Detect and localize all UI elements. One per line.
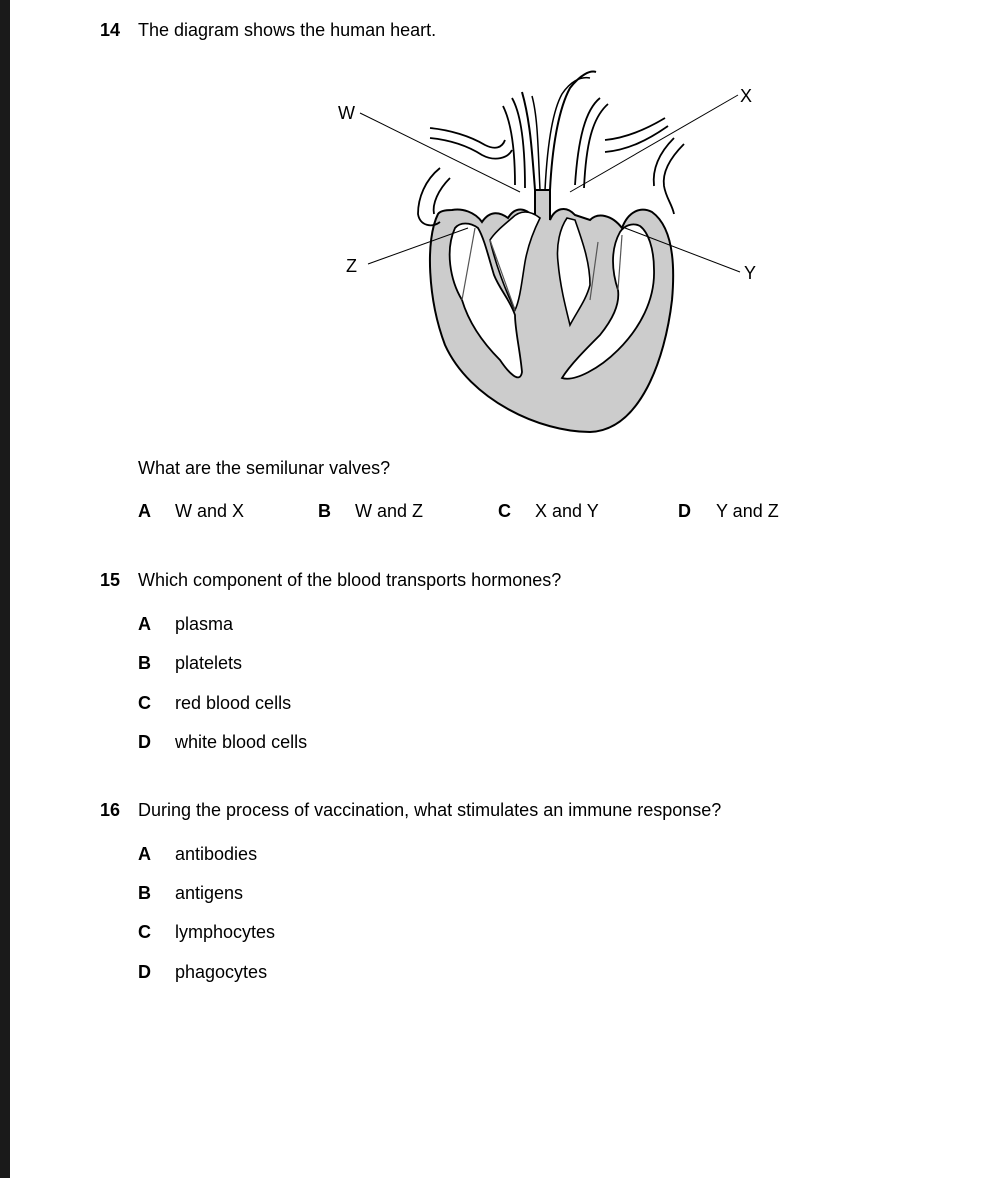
q14-option-c-letter[interactable]: C <box>498 501 511 521</box>
q14-option-b-text[interactable]: W and Z <box>355 501 424 521</box>
q16-question: During the process of vaccination, what stimulates an immune response? <box>138 800 722 820</box>
q14-option-d-letter[interactable]: D <box>678 501 691 521</box>
q16-option-d-letter[interactable]: D <box>138 962 151 982</box>
q14-stem: The diagram shows the human heart. <box>138 20 437 40</box>
q16-option-d-text[interactable]: phagocytes <box>175 962 268 982</box>
left-border <box>0 0 10 1178</box>
q16-option-b-text[interactable]: antigens <box>175 883 244 903</box>
q16-option-c-letter[interactable]: C <box>138 922 151 942</box>
q14-option-d-text[interactable]: Y and Z <box>716 501 779 521</box>
label-z: Z <box>346 256 357 276</box>
vessel-right-branch <box>605 118 668 152</box>
q15-option-a-letter[interactable]: A <box>138 614 151 634</box>
q15-option-c-letter[interactable]: C <box>138 693 151 713</box>
q16-option-c-text[interactable]: lymphocytes <box>175 922 276 942</box>
q16-number: 16 <box>100 800 121 820</box>
vessel-far-right <box>654 138 684 214</box>
q14-question: What are the semilunar valves? <box>138 458 391 478</box>
q15-option-d-text[interactable]: white blood cells <box>175 732 308 752</box>
label-y: Y <box>744 263 757 283</box>
q14-number: 14 <box>100 20 121 40</box>
q15-option-c-text[interactable]: red blood cells <box>175 693 292 713</box>
label-x: X <box>740 86 753 106</box>
q15-number: 15 <box>100 570 121 590</box>
q16-option-a-text[interactable]: antibodies <box>175 844 258 864</box>
q15-question: Which component of the blood transports hormones? <box>138 570 562 590</box>
q14-option-b-letter[interactable]: B <box>318 501 331 521</box>
q16-option-a-letter[interactable]: A <box>138 844 151 864</box>
vessel-left-top <box>503 98 525 188</box>
vessel-right-top <box>575 98 608 188</box>
q15-option-b-letter[interactable]: B <box>138 653 151 673</box>
q14-option-a-text[interactable]: W and X <box>175 501 245 521</box>
q16-option-b-letter[interactable]: B <box>138 883 151 903</box>
q15-option-b-text[interactable]: platelets <box>175 653 243 673</box>
q15-option-d-letter[interactable]: D <box>138 732 151 752</box>
q14-option-a-letter[interactable]: A <box>138 501 151 521</box>
label-w: W <box>338 103 355 123</box>
q14-option-c-text[interactable]: X and Y <box>535 501 599 521</box>
q15-option-a-text[interactable]: plasma <box>175 614 234 634</box>
pointer-w <box>360 113 520 192</box>
heart-diagram <box>300 60 780 440</box>
